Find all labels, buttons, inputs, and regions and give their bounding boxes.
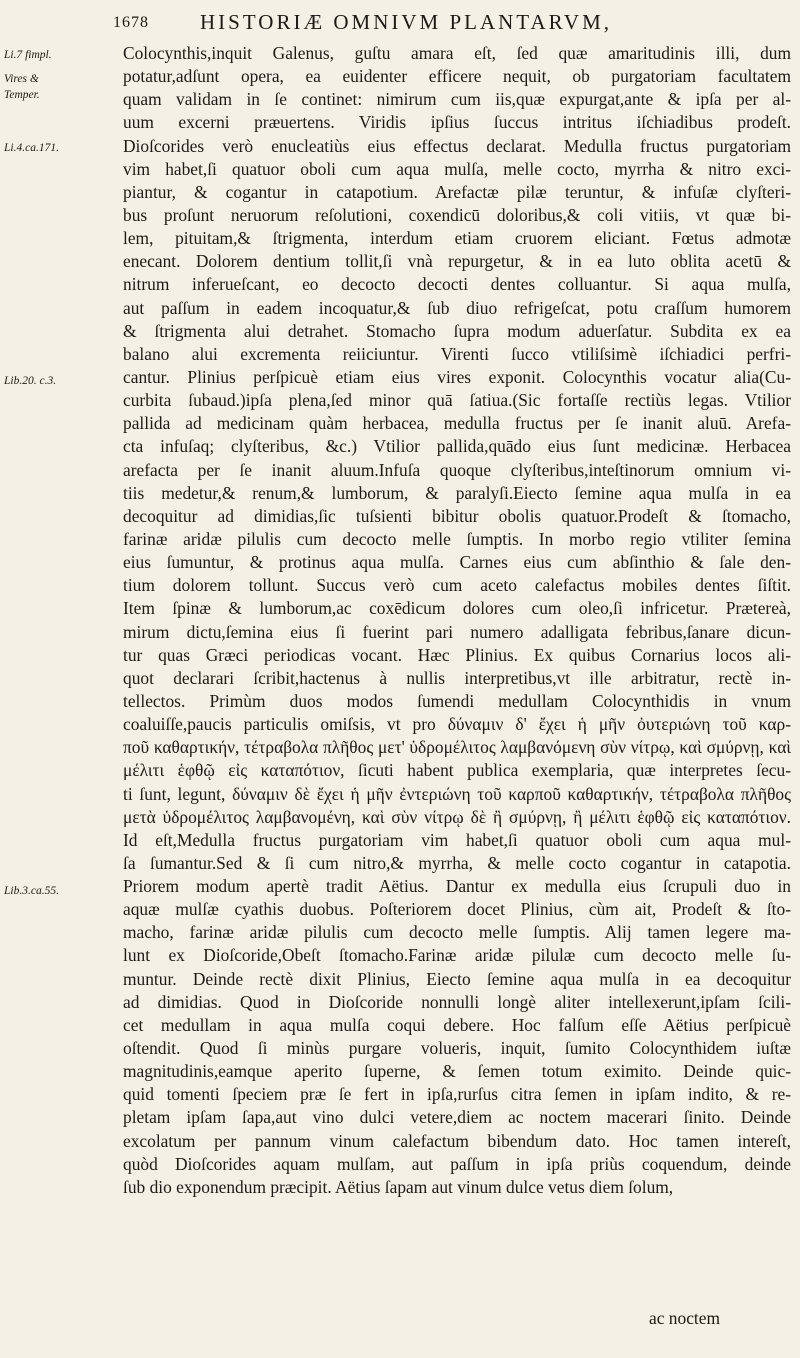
text-line: farinæ aridæ pilulis cum decocto melle ſumptis. In morbo regio vtiliter ſemina: [123, 528, 791, 549]
text-line: piantur, & cogantur in catapotium. Arefactæ pilæ teruntur, & infuſæ clyſteri-: [123, 181, 791, 202]
text-line: mirum dictu,ſemina eius ſi fuerint pari numero adalligata febribus,ſanare dicun-: [123, 621, 791, 642]
text-line: tiis medetur,& renum,& lumborum, & paralyſi.Eiecto ſemine aqua mulſa in ea: [123, 482, 791, 503]
text-line: lunt ex Dioſcoride,Obeſt ſtomacho.Farinæ aridæ pilulæ cum decocto melle ſu-: [123, 945, 791, 966]
text-line: pallida ad medicinam quàm herbacea, medulla fructus per ſe inanit aluū. Arefa-: [123, 413, 791, 434]
text-line: & ſtrigmenta alui detrahet. Stomacho ſupra modum aduerſatur. Subdita ex ea: [123, 320, 791, 341]
margin-note: Vires & Temper.: [4, 73, 40, 101]
text-line: aut paſſum in eadem incoquatur,& ſub diuo refrigeſcat, potu craſſum humorem: [123, 297, 791, 318]
margin-note: Lib.20. c.3.: [4, 375, 57, 387]
margin-notes: [0, 0, 120, 1358]
text-line: lem, pituitam,& ſtrigmenta, interdum etiam cruorem eliciant. Fœtus admotæ: [123, 228, 791, 249]
text-line: cet medullam in aqua mulſa coqui debere. Hoc falſum eſſe Aëtius perſpicuè: [123, 1014, 791, 1035]
body-text: [123, 42, 791, 1199]
text-line: excolatum per pannum vinum calefactum bibendum dato. Hoc tamen intereſt,: [123, 1130, 791, 1151]
text-line: nitrum inferueſcant, eo decocto decocti dentes colluantur. Si aqua mulſa,: [123, 274, 791, 295]
text-line: tellectos. Primùm duos modos ſumendi medullam Colocynthidis in vnum: [123, 690, 791, 711]
text-line: balano alui excrementa reiiciuntur. Virenti ſucco vtiliſsimè iſchiadici perfri-: [123, 343, 791, 364]
text-line: bus proſunt neruorum reſolutioni, coxendicū doloribus,& coli vitiis, vt quæ bi-: [123, 204, 791, 225]
text-line: Item ſpinæ & lumborum,ac coxēdicum dolores cum oleo,ſi infricetur. Prætereà,: [123, 598, 791, 619]
text-line: ti ſunt, legunt, δύναμιν δὲ ἔχει ἡ μῆν ἐντεριώνη τοῦ καρποῦ καθαρτικήν, τέτραβολα πλῆθος: [123, 783, 791, 804]
running-head: HISTORIÆ OMNIVM PLANTARVM,: [200, 10, 613, 34]
text-line: ποῦ καθαρτικήν, τέτραβολα πλῆθος μετ' ὑδρομέλιτος λαμβανόμενη σὺν νίτρῳ, καὶ σμύρνῃ, καὶ: [123, 737, 791, 758]
text-line: μέλιτι ἑφθῷ εἰς καταπότιον, ſicuti habent publica exemplaria, quæ interpretes ſecu-: [123, 760, 791, 781]
page-header: [0, 6, 800, 36]
text-line: arefacta per ſe inanit aluum.Infuſa quoque clyſteribus,inteſtinorum omnium vi-: [123, 459, 791, 480]
text-line: quam validam in ſe continet: nimirum cum iis,quæ expurgat,ante & ipſa per al-: [123, 89, 791, 110]
text-line: quot declarari ſcribit,hactenus à nullis interpretibus,vt ille arbitratur, rectè in-: [123, 667, 791, 688]
text-line: quòd Dioſcorides aquam mulſam, aut paſſum in ipſa priùs coquendum, deinde: [123, 1153, 791, 1174]
text-line: Priorem modum apertè tradit Aëtius. Dantur ex medulla eius ſcrupuli duo in: [123, 876, 791, 897]
text-line: Id eſt,Medulla fructus purgatoriam vim habet,ſi quatuor oboli cum aqua mul-: [123, 829, 791, 850]
text-line: aquæ mulſæ cyathis duobus. Poſteriorem docet Plinius, cùm ait, Prodeſt & ſto-: [123, 899, 791, 920]
text-line: cta infuſaq; clyſteribus, &c.) Vtilior pallida,quādo eius ſunt medicinæ. Herbacea: [123, 436, 791, 457]
text-line: muntur. Deinde rectè dixit Plinius, Eiecto ſemine aqua mulſa in ea decoquitur: [123, 968, 791, 989]
text-line: decoquitur ad dimidias,ſic tuſsienti bibitur obolis quatuor.Prodeſt & ſtomacho,: [123, 505, 791, 526]
text-line: Colocynthis,inquit Galenus, guſtu amara eſt, ſed quæ amaritudinis illi, dum: [123, 43, 791, 63]
text-line: ſub dio exponendum præcipit. Aëtius ſapam aut vinum dulce vetus diem ſolum,: [123, 1176, 674, 1197]
text-line: quid tomenti ſpeciem præ ſe fert in ipſa,rurſus citra ſemen in ipſam indito, & re-: [123, 1084, 791, 1105]
text-line: eius ſumuntur, & protinus aqua mulſa. Carnes eius cum abſinthio & ſale den-: [123, 552, 791, 573]
margin-note: Li.7 fimpl.: [4, 49, 52, 61]
text-line: ad dimidias. Quod in Dioſcoride nonnulli longè aliter intellexerunt,ipſam ſcili-: [123, 991, 791, 1012]
text-line: curbita ſubaud.)ipſa plena,ſed minor quā ſatiua.(Sic fortaſſe rectiùs legas. Vtilior: [123, 390, 791, 411]
text-line: ſa ſumantur.Sed & ſi cum nitro,& myrrha, & melle cocto cogantur in catapotia.: [123, 852, 791, 873]
text-line: oſtendit. Quod ſi minùs purgare volueris, inquit, ſumito Colocynthidem iuſtæ: [123, 1038, 791, 1059]
margin-note: Lib.3.ca.55.: [4, 885, 59, 897]
page-number: 1678: [113, 14, 149, 31]
text-line: coaluiſſe,paucis particulis omiſsis, vt pro δύναμιν δ' ἔχει ἡ μῆν ὀυτεριώνη τοῦ καρ-: [123, 714, 791, 735]
text-line: macho, farinæ aridæ pilulis cum decocto melle ſumptis. Alij tamen legere ma-: [123, 922, 791, 943]
text-line: magnitudinis,eamque aperito ſuperne, & ſemen totum eximito. Deinde quic-: [123, 1061, 791, 1082]
text-line: μετὰ ὑδρομέλιτος λαμβανομένη, καὶ σὺν νίτρῳ δὲ ἢ σμύρνῃ, ἢ μέλιτι ἑφθῷ εἰς καταπότιον.: [123, 806, 791, 827]
text-line: tur quas Græci periodicas vocant. Hæc Plinius. Ex quibus Cornarius locos ali-: [123, 644, 791, 665]
margin-note: Li.4.ca.171.: [4, 142, 59, 154]
text-line: tium dolorem tollunt. Succus verò cum aceto calefactus mobiles dentes ſiſtit.: [123, 575, 791, 596]
text-line: vim habet,ſi quatuor oboli cum aqua mulſa, melle cocto, myrrha & nitro exci-: [123, 158, 791, 179]
text-line: cantur. Plinius perſpicuè etiam eius vires exponit. Colocynthis vocatur alia(Cu-: [123, 366, 791, 387]
text-line: enecant. Dolorem dentium tollit,ſi vnà repurgetur, & in ea luto oblita acetū &: [123, 251, 791, 272]
text-line: uum excerni præuertens. Viridis ipſius ſuccus intritus iſchiadibus prodeſt.: [123, 112, 791, 133]
catchword: ac noctem: [649, 1308, 720, 1328]
text-line: potatur,adſunt opera, ea euidenter efficere nequit, ob purgatoriam facultatem: [123, 66, 791, 87]
text-line: Dioſcorides verò enucleatiùs eius effectus declarat. Medulla fructus purgatoriam: [123, 135, 791, 156]
text-line: pletam ipſam ſapa,aut vino dulci vetere,diem ac noctem macerari ſinito. Deinde: [123, 1107, 791, 1128]
